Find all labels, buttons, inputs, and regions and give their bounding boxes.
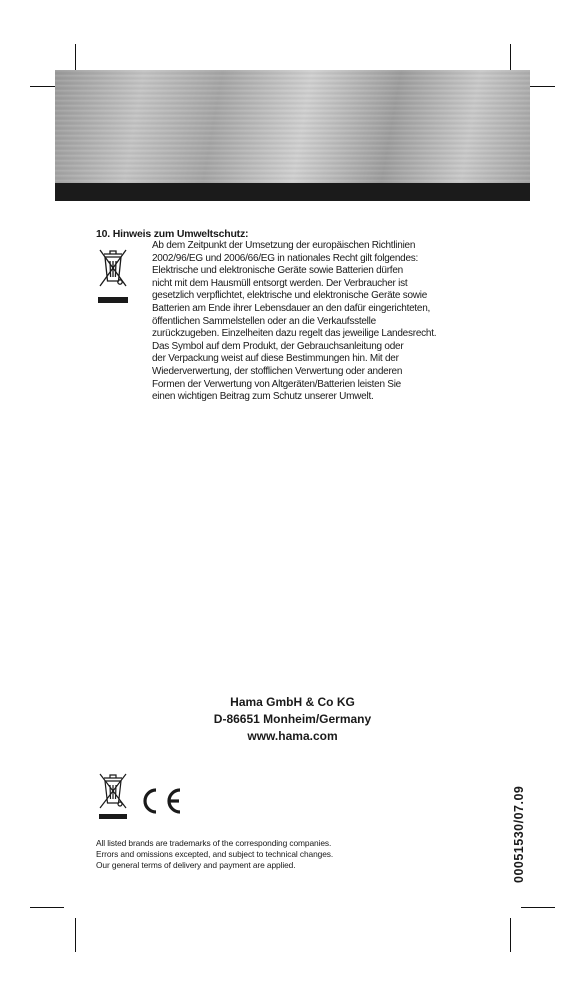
crop-mark-bottom-left-horizontal <box>30 907 64 908</box>
company-block <box>0 694 585 745</box>
section-body-text: Ab dem Zeitpunkt der Umsetzung der europäischen Richtlinien 2002/96/EG und 2006/66/EG in nationales Recht gilt folgendes: Elektrische und elektronische Geräte sowie Batterien dürfen nicht mit dem Hausmüll entsorgt werden. Der Verbraucher ist gesetzlich verpflichtet, elektrische und elektronische Geräte sowie Batterien am Ende ihrer Lebensdauer an den dafür eingerichteten, öffentlichen Sammelstellen oder an die Verkaufsstelle zurückzugeben. Einzelheiten dazu regelt das jeweilige Landesrecht. Das Symbol auf dem Produkt, der Gebrauchsanleitung oder der Verpackung weist auf diese Bestimmungen hin. Mit der Wiederverwertung, der stofflichen Verwertung oder anderen Formen der Verwertung von Altgeräten/Batterien leisten Sie einen wichtigen Beitrag zum Schutz unserer Umwelt. <box>152 240 437 403</box>
weee-crossed-bin-large-icon <box>98 770 128 820</box>
brushed-metal-banner <box>55 70 530 183</box>
ce-mark-icon <box>136 786 184 816</box>
article-number: 00051530/07.09 <box>512 785 526 883</box>
company-website: www.hama.com <box>247 729 338 743</box>
company-name: Hama GmbH & Co KG <box>230 695 355 709</box>
footer-line: All listed brands are trademarks of the corresponding companies. <box>96 838 332 848</box>
section-title: 10. Hinweis zum Umweltschutz: <box>96 228 249 240</box>
footer-disclaimer <box>96 838 456 872</box>
crop-mark-bottom-right-horizontal <box>521 907 555 908</box>
company-address: D-86651 Monheim/Germany <box>213 712 372 726</box>
footer-line: Errors and omissions excepted, and subject to technical changes. <box>96 849 334 860</box>
crop-mark-bottom-right-vertical <box>510 918 511 952</box>
weee-crossed-bin-icon <box>96 244 130 306</box>
crop-mark-bottom-left-vertical <box>75 918 76 952</box>
footer-line: Our general terms of delivery and payment are applied. <box>96 860 296 871</box>
banner-black-bar <box>55 183 530 201</box>
